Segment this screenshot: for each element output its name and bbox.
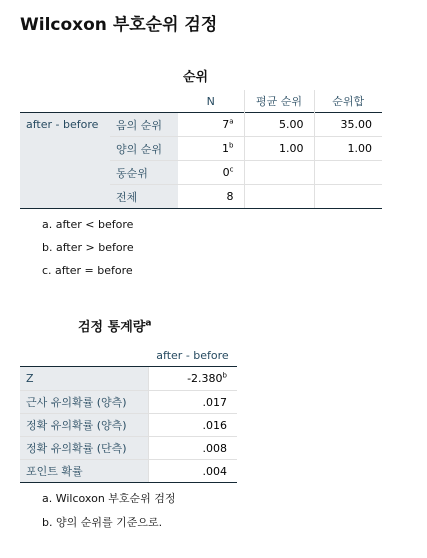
stat-value: -2.380: [187, 372, 223, 385]
n-cell: [178, 137, 244, 161]
n-cell: [178, 161, 244, 185]
table-row: [20, 367, 237, 391]
sum-ranks-cell: 35.00: [314, 113, 382, 137]
stat-value: .016: [202, 418, 227, 432]
n-cell: [178, 113, 244, 137]
row-label: 음의 순위: [110, 113, 178, 137]
table-row: [20, 113, 382, 137]
mean-rank-cell: 5.00: [244, 113, 314, 137]
n-value: 0: [222, 166, 230, 179]
stat-value: .008: [202, 441, 227, 455]
footnote-marker: b: [222, 371, 227, 380]
table-row: [20, 460, 237, 483]
stats-table-title: [78, 316, 151, 335]
stats-header-row: [20, 344, 237, 367]
stat-value-cell: [148, 367, 237, 391]
row-label: 동순위: [110, 161, 178, 185]
stat-label: Z: [20, 367, 148, 391]
ranks-footnote: c. after = before: [42, 264, 133, 277]
ranks-footnote: b. after > before: [42, 241, 134, 254]
ranks-col-header: 평균 순위: [244, 90, 314, 113]
mean-rank-cell: [244, 185, 314, 209]
stat-value: .017: [202, 395, 227, 409]
stat-label: 정확 유의확률 (단측): [20, 437, 148, 460]
stat-value-cell: [148, 391, 237, 414]
row-label: 양의 순위: [110, 137, 178, 161]
page-title: Wilcoxon 부호순위 검정: [20, 15, 218, 35]
footnote-marker: a: [229, 117, 234, 126]
ranks-header-corner: [110, 90, 178, 113]
footnote-marker: a: [145, 318, 152, 329]
n-value: 8: [226, 190, 234, 203]
stats-col-header: after - before: [156, 348, 229, 362]
ranks-col-header: 순위합: [314, 90, 382, 113]
stat-value: .004: [202, 464, 227, 478]
n-value: 7: [222, 118, 230, 131]
table-row: [20, 437, 237, 460]
sum-ranks-cell: [314, 185, 382, 209]
stat-value-cell: [148, 437, 237, 460]
sum-ranks-cell: 1.00: [314, 137, 382, 161]
stat-value-cell: [148, 414, 237, 437]
stats-footnote: b. 양의 순위를 기준으로.: [42, 516, 163, 529]
ranks-table: [20, 90, 382, 209]
n-value: 1: [222, 142, 230, 155]
footnote-marker: c: [229, 165, 234, 174]
ranks-col-header: N: [206, 94, 215, 108]
stats-header-corner: [20, 344, 148, 367]
sum-ranks-cell: [314, 161, 382, 185]
ranks-variable-label: after - before: [20, 113, 110, 209]
footnote-marker: b: [229, 141, 234, 150]
row-label: 전체: [110, 185, 178, 209]
mean-rank-cell: [244, 161, 314, 185]
stat-label: 포인트 확률: [20, 460, 148, 483]
table-row: [20, 414, 237, 437]
ranks-table-title: 순위: [183, 70, 209, 85]
stat-label: 근사 유의확률 (양측): [20, 391, 148, 414]
stats-footnote: a. Wilcoxon 부호순위 검정: [42, 492, 176, 505]
stats-table: [20, 344, 237, 483]
n-cell: [178, 185, 244, 209]
stat-label: 정확 유의확률 (양측): [20, 414, 148, 437]
stats-title-text: 검정 통계량: [78, 320, 146, 335]
ranks-header-corner: [20, 90, 110, 113]
ranks-header-row: [20, 90, 382, 113]
table-row: [20, 391, 237, 414]
stat-value-cell: [148, 460, 237, 483]
mean-rank-cell: 1.00: [244, 137, 314, 161]
ranks-footnote: a. after < before: [42, 218, 134, 231]
